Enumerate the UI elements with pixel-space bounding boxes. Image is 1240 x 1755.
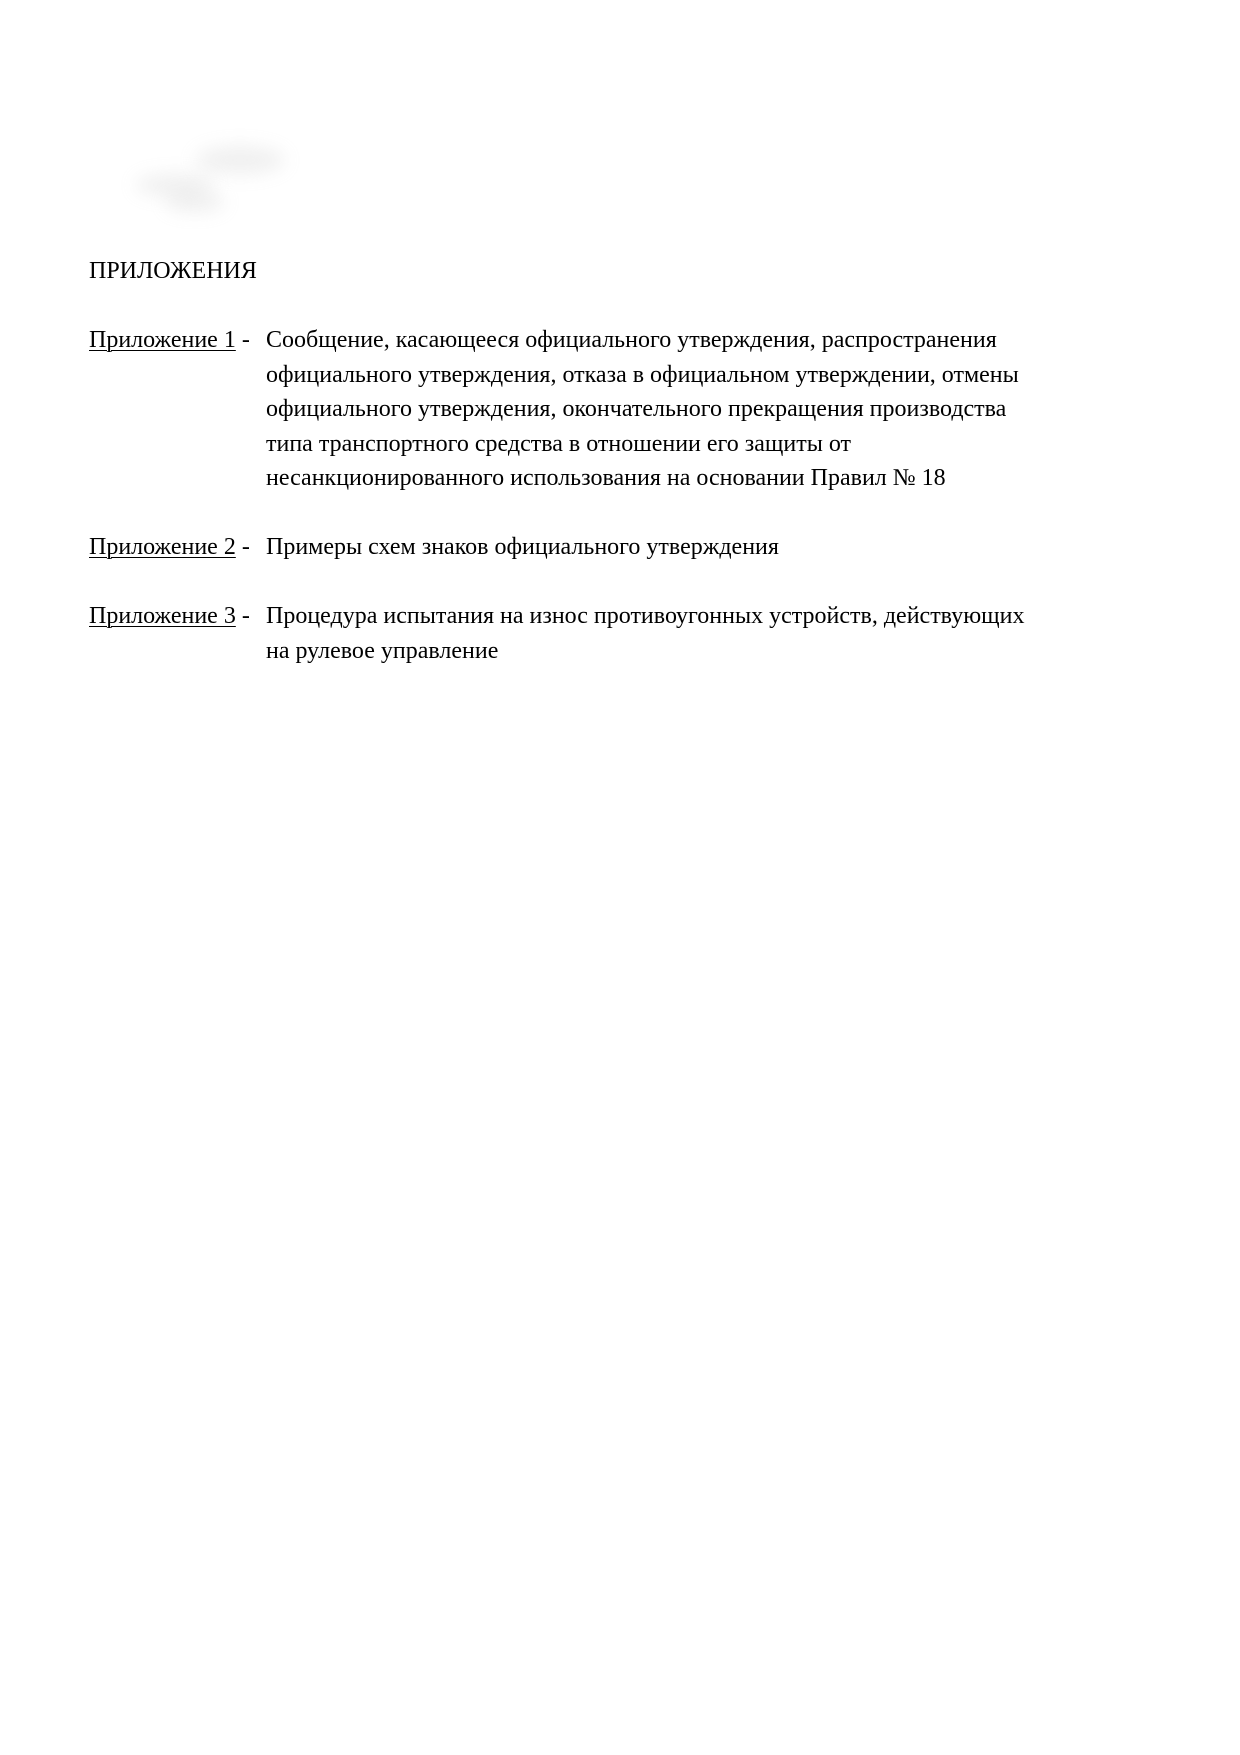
annex-separator: - bbox=[241, 603, 250, 629]
annex-entry-2 bbox=[89, 530, 1089, 565]
annex-label-cell bbox=[89, 599, 266, 668]
annex-entry-1 bbox=[89, 323, 1089, 496]
annex-1-line: официального утверждения, отказа в официальном утверждении, отмены bbox=[266, 361, 1019, 388]
annex-2-description bbox=[266, 530, 1056, 565]
annex-separator: - bbox=[241, 534, 250, 560]
annex-3-link[interactable]: Приложение 3 bbox=[89, 603, 236, 629]
scan-smudge bbox=[125, 140, 295, 220]
annex-3-line: Процедура испытания на износ противоугонных устройств, действующих bbox=[266, 603, 1025, 629]
annex-list bbox=[89, 323, 1089, 703]
annex-label-cell bbox=[89, 530, 266, 565]
annex-2-line: Примеры схем знаков официального утверждения bbox=[266, 534, 779, 560]
annex-1-line: типа транспортного средства в отношении его защиты от bbox=[266, 430, 852, 457]
annex-1-line: официального утверждения, окончательного прекращения производства bbox=[266, 396, 1007, 422]
annex-1-description bbox=[266, 323, 1056, 496]
annex-1-link[interactable]: Приложение 1 bbox=[89, 327, 236, 353]
annex-3-line: на рулевое управление bbox=[266, 637, 499, 664]
annex-3-description bbox=[266, 599, 1056, 668]
annex-label-cell bbox=[89, 323, 266, 496]
annex-entry-3 bbox=[89, 599, 1089, 668]
section-title: ПРИЛОЖЕНИЯ bbox=[89, 258, 257, 284]
annex-separator: - bbox=[241, 327, 250, 353]
annex-2-link[interactable]: Приложение 2 bbox=[89, 534, 236, 560]
annex-1-line: несанкционированного использования на основании Правил № 18 bbox=[266, 465, 946, 491]
annex-1-line: Сообщение, касающееся официального утверждения, распространения bbox=[266, 327, 997, 353]
